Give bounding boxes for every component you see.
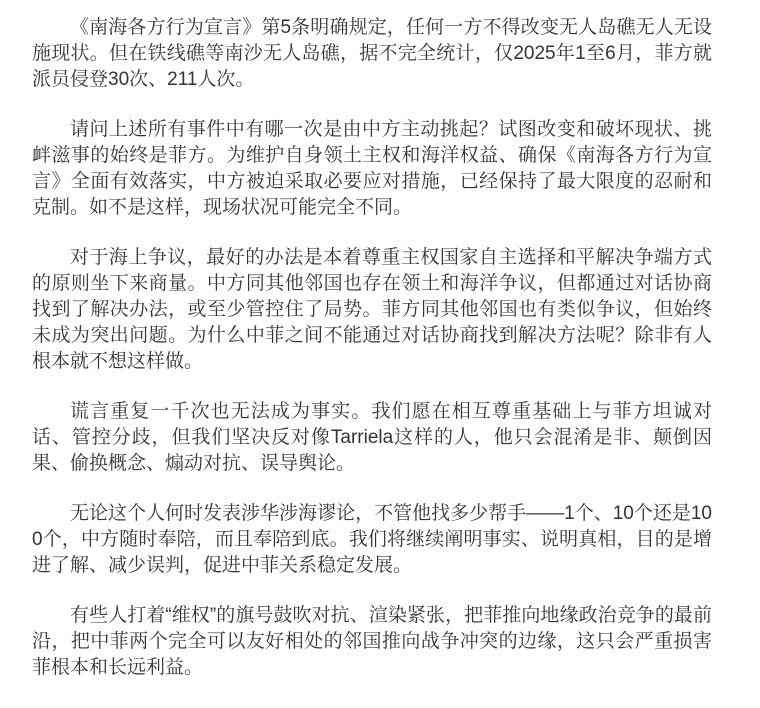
paragraph-4: 谎言重复一千次也无法成为事实。我们愿在相互尊重基础上与菲方坦诚对话、管控分歧，但我们坚决反对像Tarriela这样的人，他只会混淆是非、颠倒因果、偷换概念、煽动对抗、误导舆论。 <box>32 401 712 474</box>
paragraph-6: 有些人打着“维权”的旗号鼓吹对抗、渲染紧张，把菲推向地缘政治竞争的最前沿，把中菲两个完全可以友好相处的邻国推向战争冲突的边缘，这只会严重损害菲根本和长远利益。 <box>32 605 712 678</box>
paragraph-2: 请问上述所有事件中有哪一次是由中方主动挑起？试图改变和破坏现状、挑衅滋事的始终是菲方。为维护自身领土主权和海洋权益、确保《南海各方行为宣言》全面有效落实，中方被迫采取必要应对措施，已经保持了最大限度的忍耐和克制。如不是这样，现场状况可能完全不同。 <box>32 119 712 218</box>
paragraph-5: 无论这个人何时发表涉华涉海谬论，不管他找多少帮手——1个、10个还是100个，中方随时奉陪，而且奉陪到底。我们将继续阐明事实、说明真相，目的是增进了解、减少误判，促进中菲关系稳定发展。 <box>32 503 712 576</box>
paragraph-3: 对于海上争议，最好的办法是本着尊重主权国家自主选择和平解决争端方式的原则坐下来商量。中方同其他邻国也存在领土和海洋争议，但都通过对话协商找到了解决办法，或至少管控住了局势。菲方同其他邻国也有类似争议，但始终未成为突出问题。为什么中菲之间不能通过对话协商找到解决方法呢？除非有人根本就不想这样做。 <box>32 247 712 372</box>
paragraph-1: 《南海各方行为宣言》第5条明确规定，任何一方不得改变无人岛礁无人无设施现状。但在铁线礁等南沙无人岛礁，据不完全统计，仅2025年1至6月，菲方就派员侵登30次、211人次。 <box>32 17 712 90</box>
